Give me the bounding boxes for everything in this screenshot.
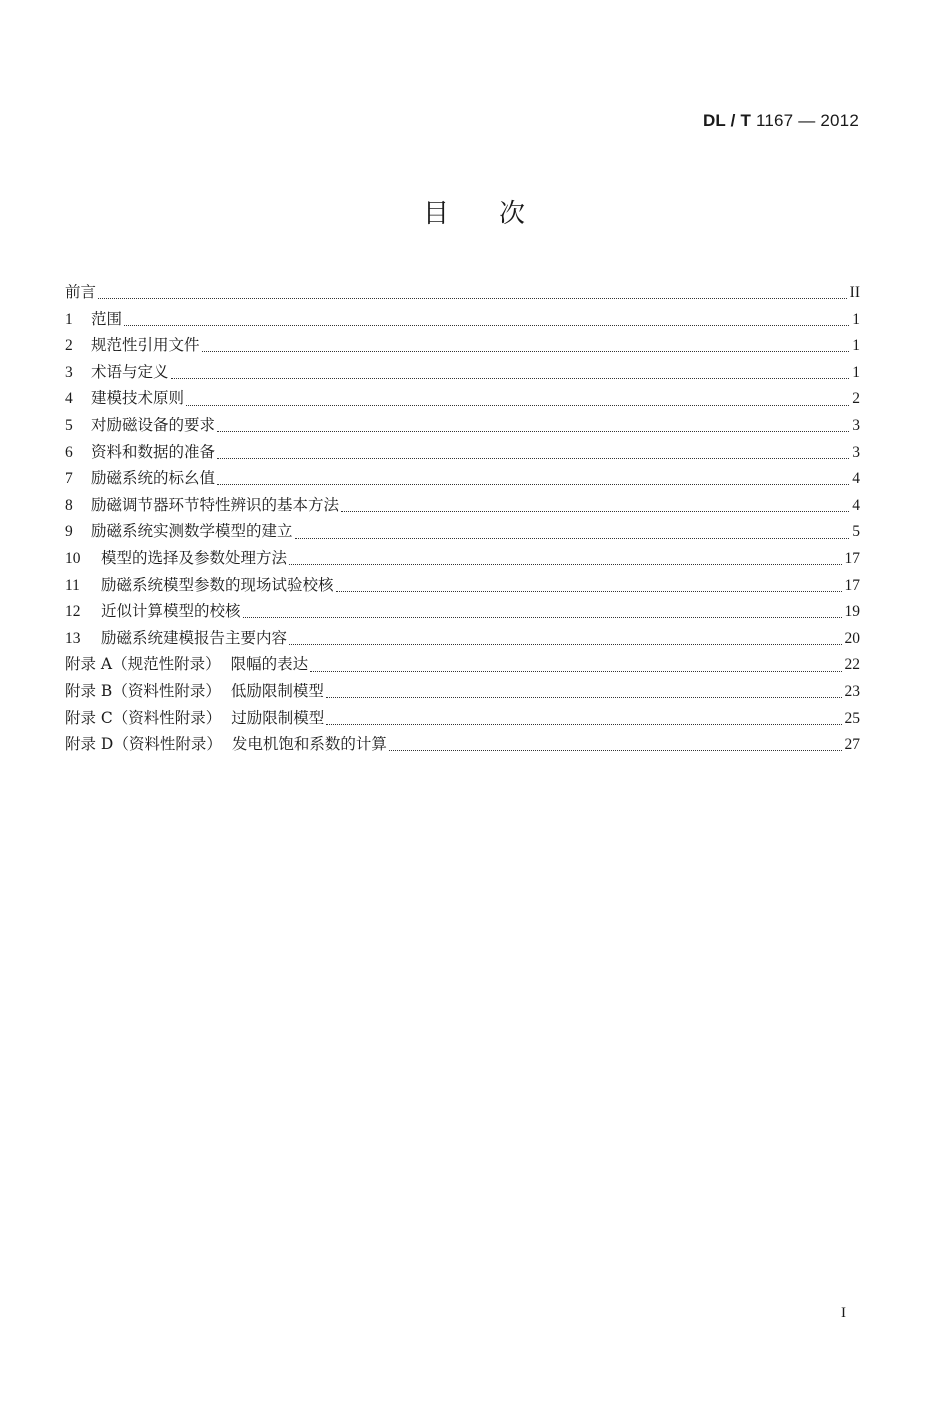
dot-leader bbox=[124, 317, 849, 327]
toc-entry-number: 8 bbox=[65, 496, 73, 514]
toc-entry-page: 4 bbox=[852, 470, 860, 488]
toc-entry-3[interactable] bbox=[65, 359, 860, 386]
toc-entry-page: 3 bbox=[852, 443, 860, 461]
toc-annex-label: 附录 C（资料性附录） bbox=[65, 708, 222, 727]
toc-entry-10[interactable] bbox=[65, 545, 860, 572]
toc-entry-annex-d[interactable] bbox=[65, 731, 860, 758]
toc-entry-page: 25 bbox=[844, 709, 860, 727]
toc-annex-label: 附录 A（规范性附录） bbox=[65, 655, 221, 674]
toc-entry-label: 近似计算模型的校核 bbox=[101, 602, 241, 621]
toc-entry-page: 1 bbox=[852, 310, 860, 328]
dot-leader bbox=[326, 716, 841, 726]
dot-leader bbox=[171, 370, 850, 380]
toc-entry-number: 3 bbox=[65, 363, 73, 381]
toc-entry-2[interactable] bbox=[65, 332, 860, 359]
dot-leader bbox=[98, 290, 847, 300]
dot-leader bbox=[202, 343, 850, 353]
toc-annex-title: 限幅的表达 bbox=[230, 655, 309, 674]
dot-leader bbox=[289, 636, 841, 646]
toc-entry-label: 励磁系统的标幺值 bbox=[91, 469, 216, 488]
dot-leader bbox=[389, 742, 842, 752]
toc-entry-page: 19 bbox=[844, 603, 860, 621]
toc-entry-4[interactable] bbox=[65, 385, 860, 412]
page-number: I bbox=[841, 1305, 846, 1321]
page-title bbox=[0, 193, 950, 230]
dot-leader bbox=[310, 663, 841, 673]
table-of-contents bbox=[65, 279, 860, 758]
toc-entry-label: 对励磁设备的要求 bbox=[91, 415, 216, 434]
toc-entry-number: 2 bbox=[65, 337, 73, 355]
toc-entry-11[interactable] bbox=[65, 572, 860, 599]
toc-entry-number: 4 bbox=[65, 390, 73, 408]
toc-entry-annex-b[interactable] bbox=[65, 678, 860, 705]
toc-entry-9[interactable] bbox=[65, 518, 860, 545]
toc-entry-page: 17 bbox=[844, 576, 860, 594]
dot-leader bbox=[326, 689, 842, 699]
toc-entry-number: 12 bbox=[65, 603, 81, 621]
toc-entry-page: 1 bbox=[852, 363, 860, 381]
toc-entry-12[interactable] bbox=[65, 598, 860, 625]
toc-entry-number: 11 bbox=[65, 576, 80, 594]
document-code bbox=[703, 111, 859, 131]
dot-leader bbox=[217, 423, 849, 433]
toc-entry-6[interactable] bbox=[65, 439, 860, 466]
toc-entry-8[interactable] bbox=[65, 492, 860, 519]
toc-entry-number: 1 bbox=[65, 310, 73, 328]
dot-leader bbox=[186, 397, 849, 407]
toc-entry-number: 9 bbox=[65, 523, 73, 541]
toc-entry-foreword[interactable] bbox=[65, 279, 860, 306]
document-code-prefix: DL / T bbox=[702, 111, 752, 130]
toc-entry-label: 范围 bbox=[91, 309, 123, 328]
dot-leader bbox=[336, 583, 842, 593]
toc-entry-label: 励磁系统实测数学模型的建立 bbox=[91, 522, 293, 541]
dot-leader bbox=[295, 530, 850, 540]
toc-entry-label: 建模技术原则 bbox=[91, 389, 185, 408]
toc-entry-page: 23 bbox=[844, 682, 860, 700]
toc-entry-annex-a[interactable] bbox=[65, 651, 860, 678]
toc-annex-title: 低励限制模型 bbox=[230, 681, 324, 700]
toc-entry-number: 7 bbox=[65, 470, 73, 488]
toc-entry-page: 2 bbox=[852, 390, 860, 408]
toc-annex-label: 附录 B（资料性附录） bbox=[65, 681, 221, 700]
toc-entry-13[interactable] bbox=[65, 625, 860, 652]
toc-entry-number: 5 bbox=[65, 416, 73, 434]
toc-entry-annex-c[interactable] bbox=[65, 705, 860, 732]
toc-entry-label: 术语与定义 bbox=[91, 362, 169, 381]
toc-entry-number: 13 bbox=[65, 629, 81, 647]
dot-leader bbox=[341, 503, 849, 513]
toc-entry-label: 励磁系统模型参数的现场试验校核 bbox=[101, 575, 334, 594]
page-title-part-2: 次 bbox=[499, 199, 528, 229]
toc-entry-page: 4 bbox=[852, 496, 860, 514]
toc-entry-label: 资料和数据的准备 bbox=[91, 442, 216, 461]
page-title-part-1: 目 bbox=[422, 199, 451, 229]
toc-entry-number: 6 bbox=[65, 443, 73, 461]
document-code-number: 1167 — 2012 bbox=[751, 111, 859, 130]
dot-leader bbox=[217, 450, 849, 460]
toc-entry-5[interactable] bbox=[65, 412, 860, 439]
toc-entry-label: 规范性引用文件 bbox=[91, 336, 200, 355]
toc-entry-label: 前言 bbox=[65, 283, 97, 301]
dot-leader bbox=[217, 476, 849, 486]
toc-entry-label: 励磁调节器环节特性辨识的基本方法 bbox=[91, 495, 340, 514]
toc-entry-label: 模型的选择及参数处理方法 bbox=[101, 548, 288, 567]
dot-leader bbox=[243, 609, 842, 619]
toc-annex-title: 发电机饱和系数的计算 bbox=[231, 735, 387, 754]
toc-entry-number: 10 bbox=[65, 549, 81, 567]
toc-entry-1[interactable] bbox=[65, 306, 860, 333]
toc-entry-page: 27 bbox=[844, 736, 860, 754]
toc-entry-label: 励磁系统建模报告主要内容 bbox=[101, 628, 288, 647]
toc-entry-page: 5 bbox=[852, 523, 860, 541]
toc-entry-page: 17 bbox=[844, 549, 860, 567]
toc-annex-title: 过励限制模型 bbox=[231, 708, 325, 727]
toc-entry-page: II bbox=[849, 284, 860, 301]
toc-entry-page: 3 bbox=[852, 416, 860, 434]
toc-entry-page: 1 bbox=[852, 337, 860, 355]
dot-leader bbox=[289, 556, 841, 566]
toc-entry-page: 20 bbox=[844, 629, 860, 647]
toc-entry-page: 22 bbox=[844, 656, 860, 674]
toc-entry-7[interactable] bbox=[65, 465, 860, 492]
toc-annex-label: 附录 D（资料性附录） bbox=[65, 735, 222, 754]
